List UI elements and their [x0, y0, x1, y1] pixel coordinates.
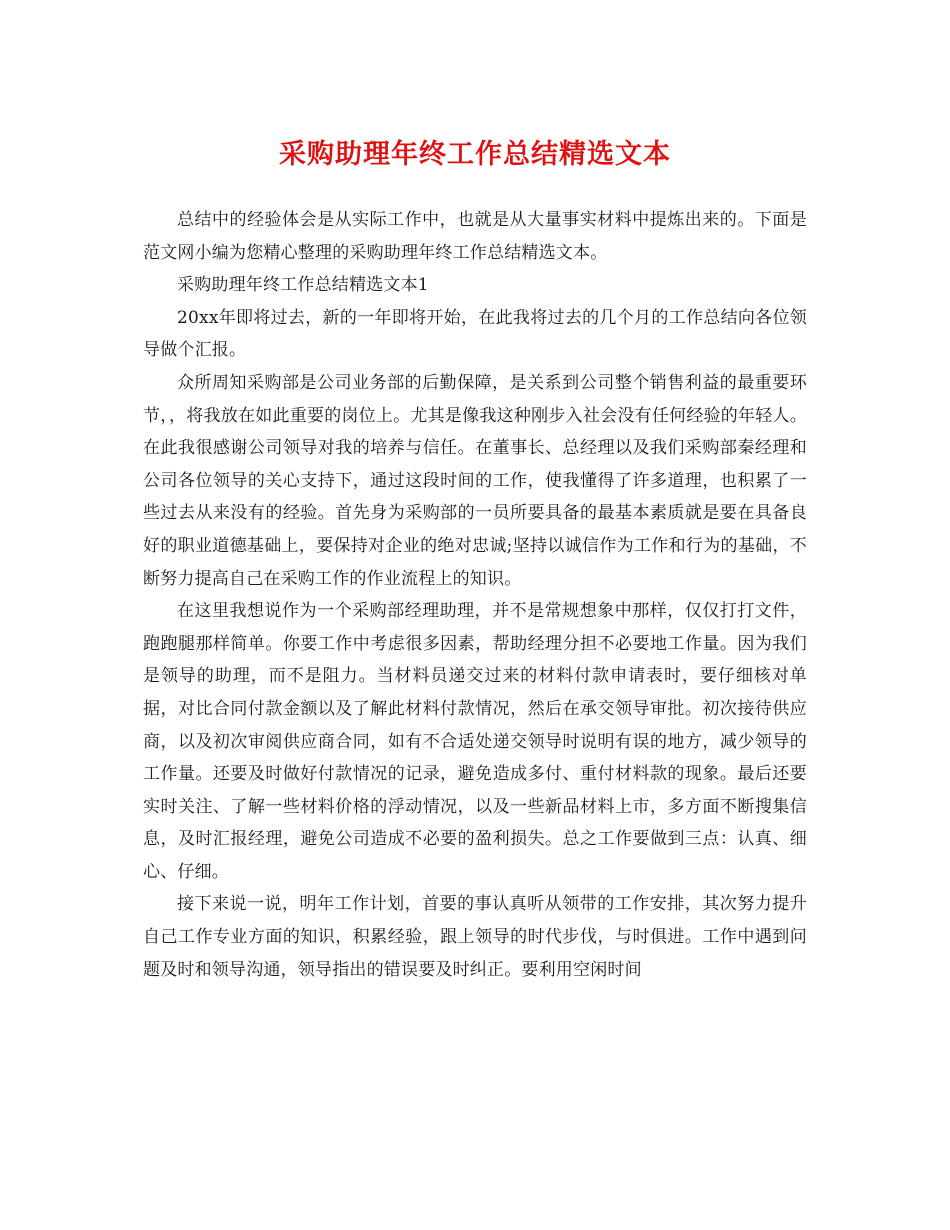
- paragraph: 20xx年即将过去，新的一年即将开始，在此我将过去的几个月的工作总结向各位领导做个汇报。: [143, 307, 807, 361]
- paragraph: 众所周知采购部是公司业务部的后勤保障，是关系到公司整个销售利益的最重要环节，，将我放在如此重要的岗位上。尤其是像我这种刚步入社会没有任何经验的年轻人。在此我很感谢公司领导对我的培养与信任。在董事长、总经理以及我们采购部秦经理和公司各位领导的关心支持下，通过这段时间的工作，使我懂得了许多道理，也积累了一些过去从来没有的经验。首先身为采购部的一员所要具备的最基本素质就是要在具备良好的职业道德基础上，要保持对企业的绝对忠诚;坚持以诚信作为工作和行为的基础，不断努力提高自己在采购工作的作业流程上的知识。: [143, 372, 807, 589]
- paragraph-intro: 总结中的经验体会是从实际工作中，也就是从大量事实材料中提炼出来的。下面是范文网小编为您精心整理的采购助理年终工作总结精选文本。: [143, 210, 807, 263]
- document-title: 采购助理年终工作总结精选文本: [279, 139, 671, 170]
- paragraph: 在这里我想说作为一个采购部经理助理，并不是常规想象中那样，仅仅打打文件，跑跑腿那样简单。你要工作中考虑很多因素，帮助经理分担不必要地工作量。因为我们是领导的助理，而不是阻力。当材料员递交过来的材料付款申请表时，要仔细核对单据，对比合同付款金额以及了解此材料付款情况，然后在承交领导审批。初次接待供应商，以及初次审阅供应商合同，如有不合适处递交领导时说明有误的地方，减少领导的工作量。还要及时做好付款情况的记录，避免造成多付、重付材料款的现象。最后还要实时关注、了解一些材料价格的浮动情况，以及一些新品材料上市，多方面不断搜集信息，及时汇报经理，避免公司造成不必要的盈利损失。总之工作要做到三点：认真、细心、仔细。: [143, 601, 807, 882]
- document-body: [143, 204, 807, 986]
- section-heading: 采购助理年终工作总结精选文本1: [177, 275, 429, 296]
- paragraph: 接下来说一说，明年工作计划，首要的事认真听从领带的工作安排，其次努力提升自己工作专业方面的知识，积累经验，跟上领导的时代步伐，与时俱进。工作中遇到问题及时和领导沟通，领导指出的错误要及时纠正。要利用空闲时间: [143, 894, 807, 980]
